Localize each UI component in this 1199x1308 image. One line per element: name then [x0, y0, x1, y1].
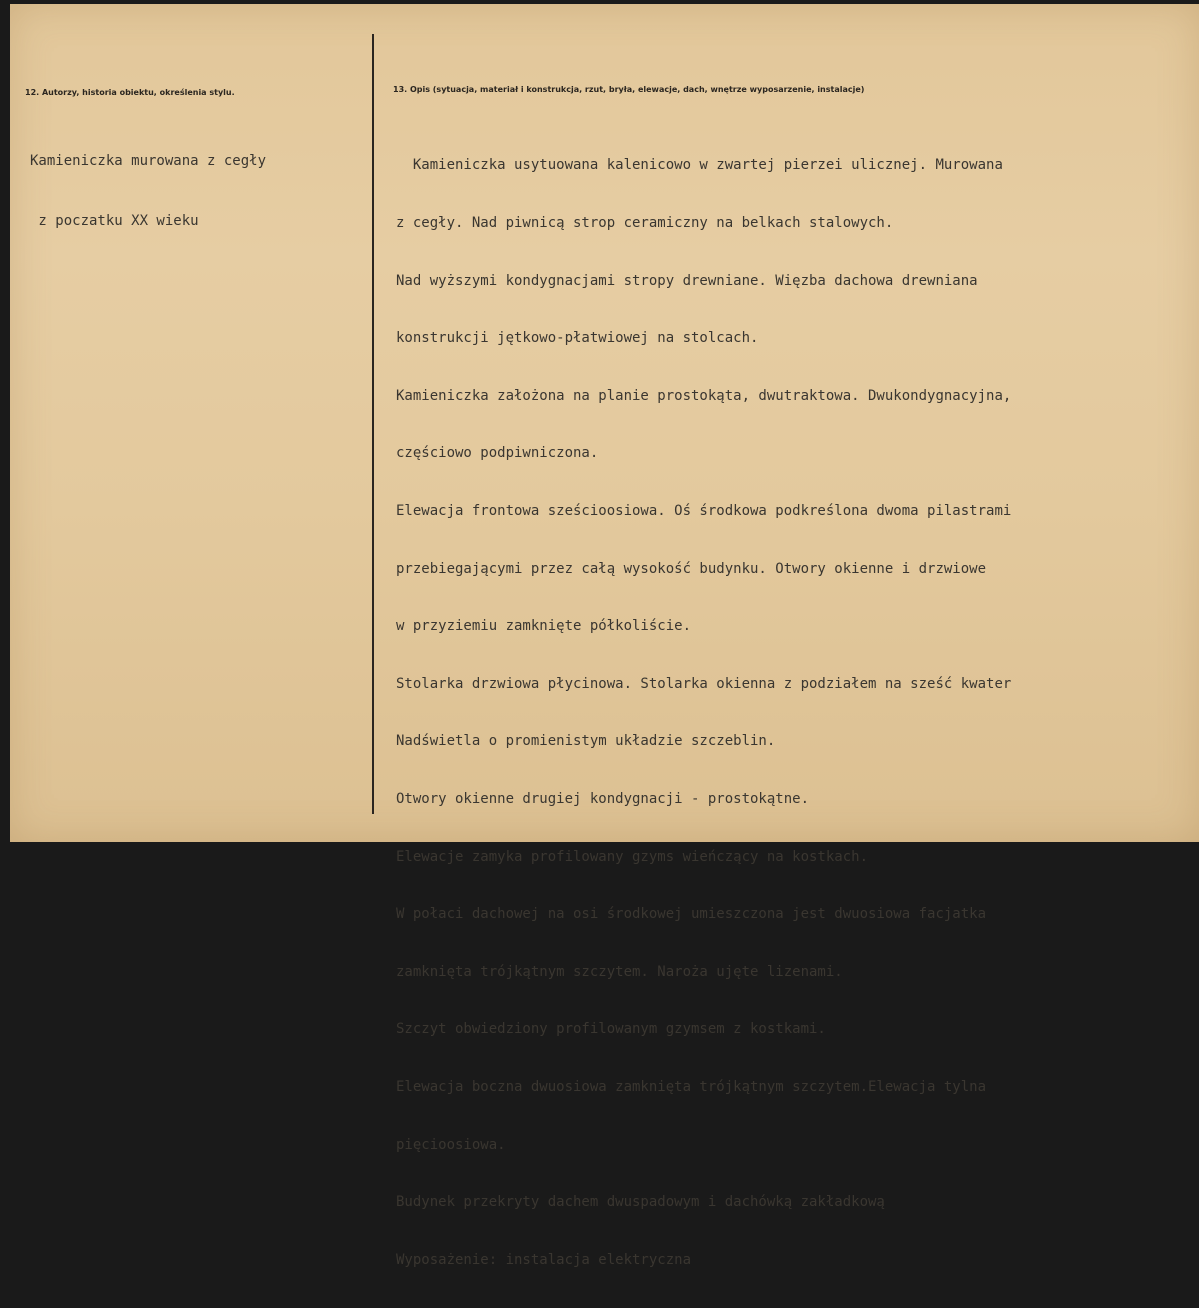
text-line: z cegły. Nad piwnicą strop ceramiczny na belkach stalowych.	[396, 215, 894, 231]
text-line: Szczyt obwiedziony profilowanym gzymsem z kostkami.	[396, 1021, 826, 1038]
text-line: Elewacja frontowa sześcioosiowa. Oś środkowa podkreślona dwoma pilastrami	[396, 502, 1012, 519]
text-line: Elewacja boczna dwuosiowa zamknięta trójkątnym szczytem.Elewacja tylna	[396, 1078, 987, 1095]
text-line: w przyziemiu zamknięte półkoliście.	[396, 618, 692, 635]
text-line: W połaci dachowej na osi środkowej umieszczona jest dwuosiowa facjatka	[396, 906, 987, 923]
section-12-text	[30, 111, 266, 271]
text-line: Nadświetla o promienistym układzie szczeblin.	[396, 733, 776, 750]
text-line: zamknięta trójkątnym szczytem. Naroża ujęte lizenami.	[396, 963, 843, 980]
column-divider	[372, 34, 374, 814]
text-line: Otwory okienne drugiej kondygnacji - prostokątne.	[396, 790, 810, 807]
text-line: częściowo podpiwniczona.	[396, 445, 599, 462]
text-line: Nad wyższymi kondygnacjami stropy drewniane. Więzba dachowa drewniana	[396, 272, 978, 289]
text-line: Kamieniczka murowana z cegły	[30, 153, 267, 169]
document-card	[10, 4, 1199, 1268]
text-line: Elewacje zamyka profilowany gzyms wieńczący na kostkach.	[396, 848, 869, 865]
text-line: Budynek przekryty dachem dwuspadowym i dachówką zakładkową	[396, 1194, 885, 1211]
text-line: Stolarka drzwiowa płycinowa. Stolarka okienna z podziałem na sześć kwater	[396, 675, 1012, 692]
text-line: przebiegającymi przez całą wysokość budynku. Otwory okienne i drzwiowe	[396, 560, 987, 577]
text-line: Wyposażenie: instalacja elektryczna	[396, 1251, 692, 1268]
text-line: z poczatku XX wieku	[30, 213, 199, 229]
text-line: Kamieniczka usytuowana kalenicowo w zwartej pierzei ulicznej. Murowana	[396, 157, 1003, 174]
section-13-heading: 13. Opis (sytuacja, materiał i konstrukcja, rzut, bryła, elewacje, dach, wnętrze wyposarzenie, instalacje)	[393, 85, 865, 94]
text-line: konstrukcji jętkowo-płatwiowej na stolcach.	[396, 330, 759, 347]
text-line: Kamieniczka założona na planie prostokąta, dwutraktowa. Dwukondygnacyjna,	[396, 387, 1012, 404]
section-12-heading: 12. Autorzy, historia obiektu, określenia stylu.	[25, 88, 235, 97]
section-13-text	[396, 118, 1011, 1308]
text-line: pięcioosiowa.	[396, 1136, 506, 1153]
